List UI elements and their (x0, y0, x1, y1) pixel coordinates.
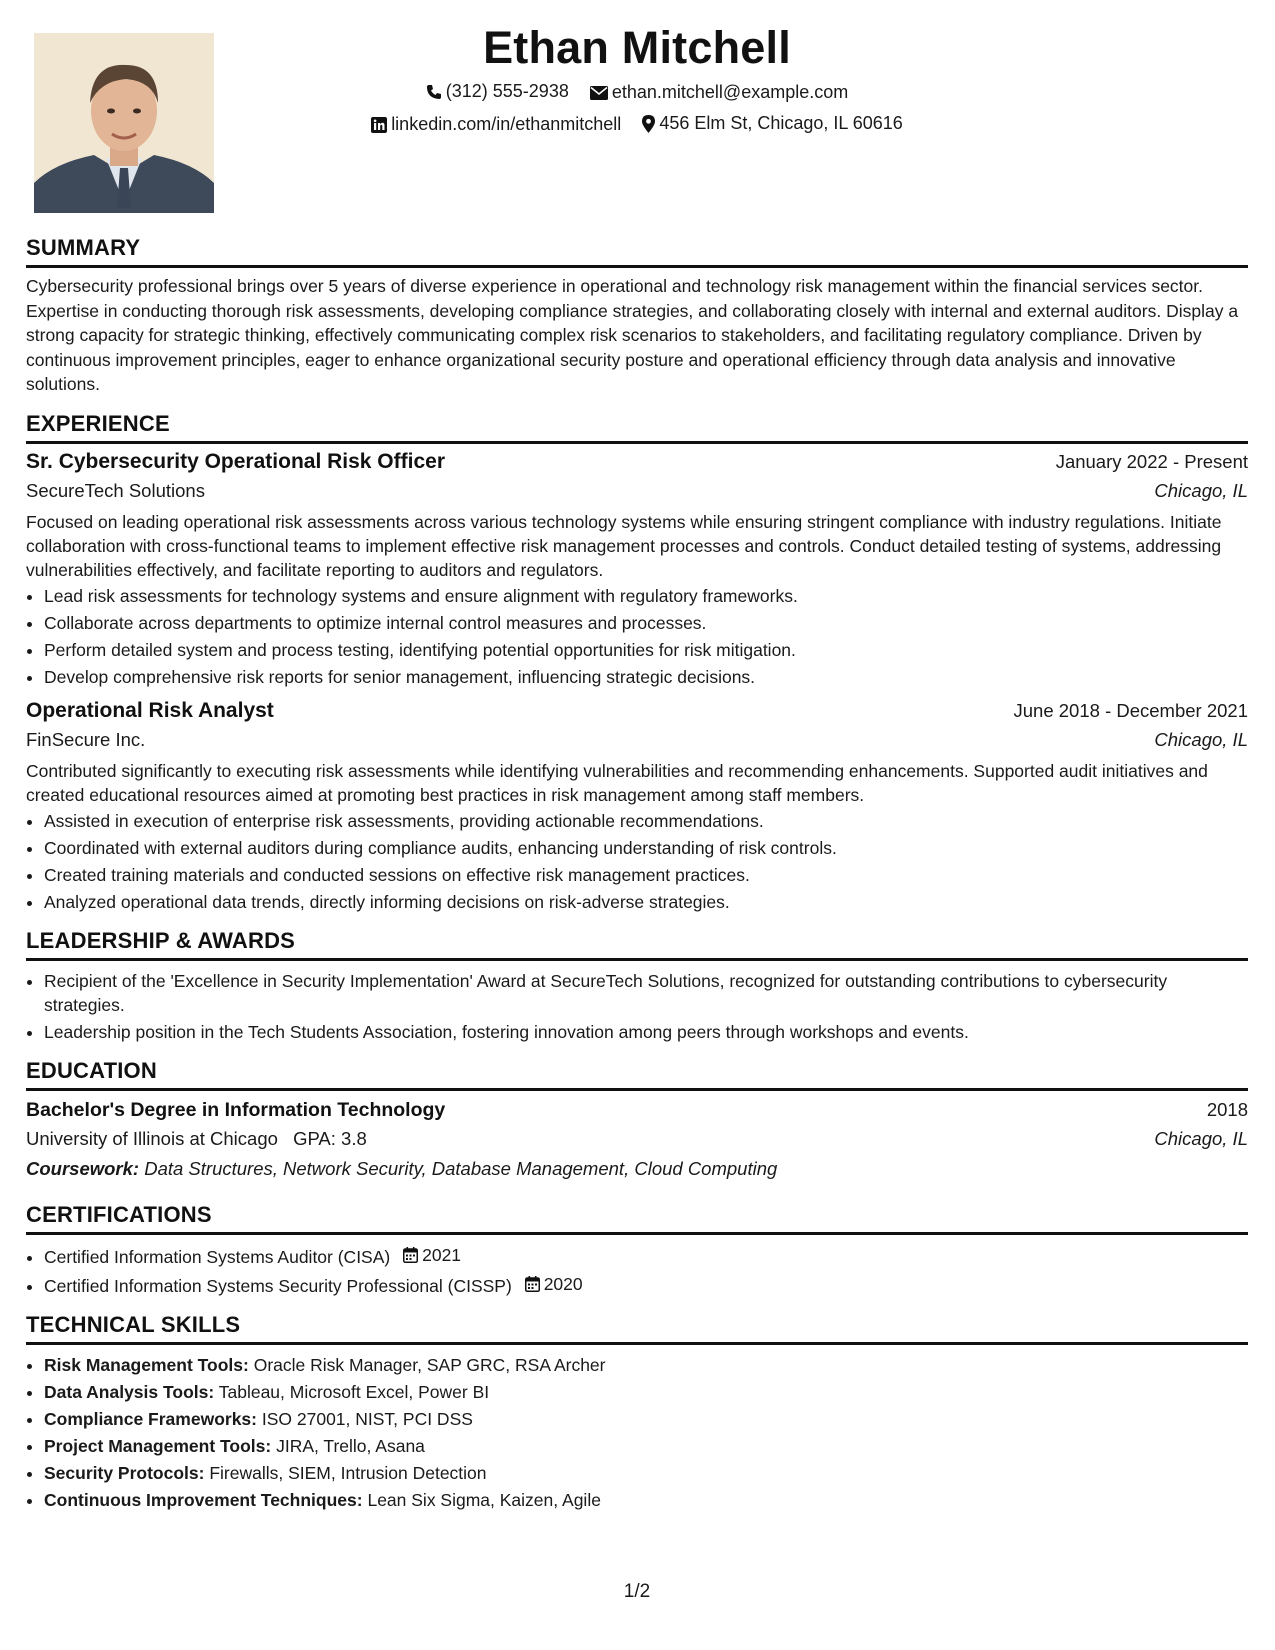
phone-contact[interactable] (426, 81, 569, 102)
summary-text: Cybersecurity professional brings over 5 years of diverse experience in operational and technology risk management within the financial services sector. Expertise in conducting thorough risk assessments, developing compliance strategies, and collaborating closely with internal and external auditors. Display a strong capacity for strategic thinking, effectively communicating complex risk scenarios to stakeholders, and facilitating regulatory compliance. Driven by continuous improvement principles, eager to enhance organizational security posture and operational efficiency through data analysis and innovative solutions. (26, 276, 1239, 394)
skill-values: JIRA, Trello, Asana (276, 1435, 425, 1456)
address-text: 456 Elm St, Chicago, IL 60616 (659, 113, 903, 133)
gpa: GPA: 3.8 (293, 1127, 367, 1149)
list-item (44, 1243, 1248, 1269)
cert-name: Certified Information Systems Auditor (CISA) (44, 1246, 391, 1267)
list-item: • Leadership position in the Tech Students Association, fostering innovation among peers through workshops and events. (44, 1020, 1248, 1044)
list-item (44, 1380, 1248, 1404)
address-contact (642, 113, 902, 134)
list-item: • Assisted in execution of enterprise risk assessments, providing actionable recommendations. (44, 809, 1248, 833)
job-dates: June 2018 - December 2021 (1013, 699, 1248, 721)
coursework-list: Data Structures, Network Security, Database Management, Cloud Computing (144, 1157, 778, 1179)
envelope-icon (590, 86, 608, 100)
job-company: SecureTech Solutions (26, 479, 205, 501)
certifications-heading: CERTIFICATIONS (26, 1202, 1248, 1235)
skill-values: Tableau, Microsoft Excel, Power BI (218, 1381, 490, 1402)
skill-values: Lean Six Sigma, Kaizen, Agile (367, 1489, 601, 1510)
experience-section (26, 411, 1248, 914)
list-item: • Perform detailed system and process testing, identifying potential opportunities for risk mitigation. (44, 638, 1248, 662)
degree-title: Bachelor's Degree in Information Technology (26, 1098, 446, 1121)
summary-section (26, 235, 1248, 397)
coursework-label: Coursework: (26, 1157, 140, 1179)
job-bullets (26, 584, 1248, 689)
cert-name: Certified Information Systems Security Professional (CISSP) (44, 1275, 512, 1296)
list-item (44, 1488, 1248, 1512)
skill-category: Data Analysis Tools: (44, 1381, 215, 1402)
job-title: Sr. Cybersecurity Operational Risk Officer (26, 449, 445, 473)
list-item (44, 1407, 1248, 1431)
resume-header (26, 0, 1248, 235)
coursework (26, 1158, 1248, 1180)
calendar-icon (525, 1276, 540, 1292)
education-heading: EDUCATION (26, 1058, 1248, 1091)
job-company: FinSecure Inc. (26, 728, 146, 750)
email-contact[interactable] (590, 82, 848, 103)
skill-category: Security Protocols: (44, 1462, 205, 1483)
skills-list (26, 1353, 1248, 1512)
skill-category: Project Management Tools: (44, 1435, 272, 1456)
cert-year: 2020 (543, 1273, 583, 1294)
list-item: • Develop comprehensive risk reports for senior management, influencing strategic decisions. (44, 665, 1248, 689)
list-item (44, 1461, 1248, 1485)
experience-heading: EXPERIENCE (26, 411, 1248, 444)
job-title: Operational Risk Analyst (26, 698, 274, 722)
education-section (26, 1058, 1248, 1180)
resume-page (26, 0, 1248, 1650)
list-item: • Recipient of the 'Excellence in Security Implementation' Award at SecureTech Solutions, recognized for outstanding contributions to cybersecurity strategies. (44, 969, 1248, 1017)
graduation-year: 2018 (1206, 1098, 1248, 1120)
school-name: University of Illinois at Chicago (26, 1127, 278, 1149)
skill-category: Continuous Improvement Techniques: (44, 1489, 363, 1510)
list-item (44, 1272, 1248, 1298)
awards-section (26, 928, 1248, 1044)
email-text: ethan.mitchell@example.com (611, 82, 849, 102)
skill-values: ISO 27001, NIST, PCI DSS (261, 1408, 473, 1429)
skills-section (26, 1312, 1248, 1512)
awards-list (26, 969, 1248, 1044)
job-entry (26, 450, 1248, 689)
contact-row-1 (26, 81, 1248, 105)
phone-icon (426, 84, 442, 100)
linkedin-contact[interactable] (371, 114, 621, 135)
list-item (44, 1353, 1248, 1377)
job-location: Chicago, IL (1154, 479, 1248, 501)
page-number: 1/2 (623, 1581, 651, 1602)
contact-row-2 (26, 113, 1248, 138)
linkedin-text: linkedin.com/in/ethanmitchell (391, 114, 622, 134)
summary-heading: SUMMARY (26, 235, 1248, 268)
awards-heading: LEADERSHIP & AWARDS (26, 928, 1248, 961)
list-item (44, 1434, 1248, 1458)
candidate-name: Ethan Mitchell (483, 22, 791, 73)
skill-category: Risk Management Tools: (44, 1354, 249, 1375)
job-description: Contributed significantly to executing risk assessments while identifying vulnerabilities and recommending enhancements. Supported audit initiatives and created educational resources aimed at promoting best practices in risk management among staff members. (26, 760, 1208, 805)
list-item: • Created training materials and conducted sessions on effective risk management practices. (44, 863, 1248, 887)
skill-values: Firewalls, SIEM, Intrusion Detection (209, 1462, 487, 1483)
list-item: • Collaborate across departments to optimize internal control measures and processes. (44, 611, 1248, 635)
job-bullets (26, 809, 1248, 914)
phone-text: (312) 555-2938 (445, 81, 569, 101)
certifications-list (26, 1243, 1248, 1298)
school-location: Chicago, IL (1154, 1127, 1248, 1149)
list-item: • Lead risk assessments for technology systems and ensure alignment with regulatory frameworks. (44, 584, 1248, 608)
cert-year: 2021 (422, 1244, 462, 1265)
job-entry (26, 699, 1248, 914)
location-pin-icon (642, 115, 655, 133)
calendar-icon (403, 1247, 418, 1263)
skill-category: Compliance Frameworks: (44, 1408, 257, 1429)
job-description: Focused on leading operational risk assessments across various technology systems while ensuring stringent compliance with industry regulations. Initiate collaboration with cross-functional teams to implement effective risk management processes and controls. Conduct detailed testing of systems, addressing vulnerabilities effectively, and facilitate reporting to auditors and regulators. (26, 511, 1222, 580)
list-item: • Analyzed operational data trends, directly informing decisions on risk-adverse strategies. (44, 890, 1248, 914)
skill-values: Oracle Risk Manager, SAP GRC, RSA Archer (253, 1354, 606, 1375)
linkedin-icon (371, 117, 387, 133)
skills-heading: TECHNICAL SKILLS (26, 1312, 1248, 1345)
job-location: Chicago, IL (1154, 728, 1248, 750)
job-dates: January 2022 - Present (1055, 450, 1248, 472)
list-item: • Coordinated with external auditors during compliance audits, enhancing understanding of risk controls. (44, 836, 1248, 860)
certifications-section (26, 1202, 1248, 1298)
